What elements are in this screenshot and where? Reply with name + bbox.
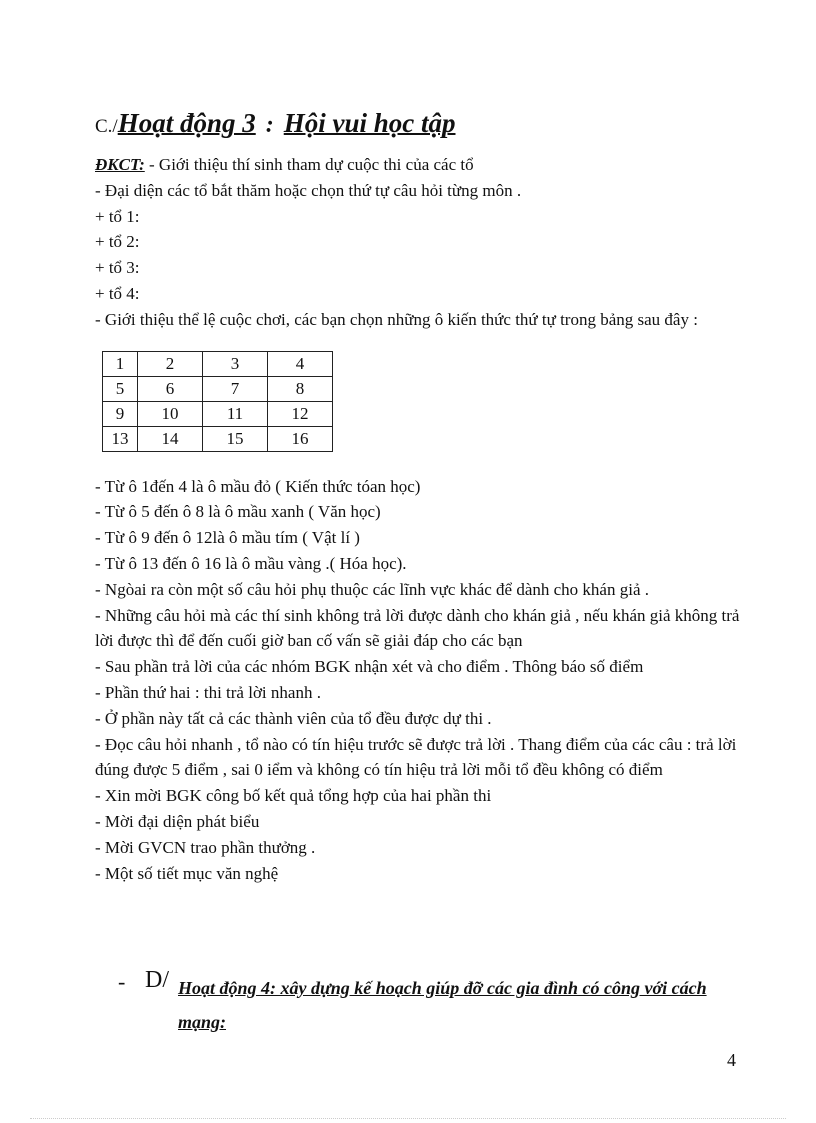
paragraph-line: - Đại diện các tổ bắt thăm hoặc chọn thứ tự câu hỏi từng môn . xyxy=(95,180,522,200)
intro-lead: ĐKCT: xyxy=(95,155,145,174)
table-cell: 13 xyxy=(103,426,138,451)
paragraph-line: - Giới thiệu thể lệ cuộc chơi, các bạn chọn những ô kiến thức thứ tự trong bảng sau đây : xyxy=(95,309,698,329)
page-bottom-divider xyxy=(30,1118,786,1119)
intro-line xyxy=(95,152,745,178)
paragraph-line: - Ngòai ra còn một số câu hỏi phụ thuộc các lĩnh vực khác để dành cho khán giả . xyxy=(95,579,649,599)
group-line: + tổ 2: xyxy=(95,232,140,252)
heading-separator: : xyxy=(265,112,274,138)
page-number: 4 xyxy=(727,1050,736,1070)
table-cell: 11 xyxy=(203,401,268,426)
table-cell: 5 xyxy=(103,376,138,401)
paragraph-line: - Một số tiết mục văn nghệ xyxy=(95,863,279,883)
table-cell: 12 xyxy=(268,401,333,426)
paragraph-line: - Mời GVCN trao phần thưởng . xyxy=(95,837,316,857)
heading-title: Hội vui học tập xyxy=(283,108,456,138)
table-row xyxy=(103,376,333,401)
group-line: + tổ 3: xyxy=(95,258,140,278)
paragraph-line: - Những câu hỏi mà các thí sinh không trả lời được dành cho khán giả , nếu khán giả không trả lời được thì để đến cuối giờ ban cố vấn sẽ giải đáp cho các bạn xyxy=(95,605,740,651)
table-cell: 1 xyxy=(103,351,138,376)
table-cell: 9 xyxy=(103,401,138,426)
table-cell: 3 xyxy=(203,351,268,376)
heading-activity: Hoạt động 3 xyxy=(117,108,256,138)
paragraph-line: - Sau phần trả lời của các nhóm BGK nhận xét và cho điểm . Thông báo số điểm xyxy=(95,657,644,677)
table-cell: 4 xyxy=(268,351,333,376)
table-cell: 8 xyxy=(268,376,333,401)
paragraph-line: - Đọc câu hỏi nhanh , tổ nào có tín hiệu trước sẽ được trả lời . Thang điểm của các câu : trả lời đúng được 5 điểm , sai 0 iểm và không có tín hiệu trả lời mỗi tổ đều không có điểm xyxy=(95,734,737,780)
number-grid-table xyxy=(102,351,333,452)
table-cell: 2 xyxy=(138,351,203,376)
section-heading xyxy=(95,108,456,139)
group-line: + tổ 4: xyxy=(95,283,140,303)
table-row xyxy=(103,401,333,426)
section-d-letter: D/ xyxy=(145,967,169,993)
table-cell: 16 xyxy=(268,426,333,451)
bullet-dash: - xyxy=(118,969,126,994)
group-line: + tổ 1: xyxy=(95,206,140,226)
heading-prefix: C./ xyxy=(95,116,118,137)
table-cell: 6 xyxy=(138,376,203,401)
table-row xyxy=(103,426,333,451)
table-cell: 10 xyxy=(138,401,203,426)
paragraph-line: - Mời đại diện phát biểu xyxy=(95,811,260,831)
table-cell: 7 xyxy=(203,376,268,401)
paragraph-line: - Xin mời BGK công bố kết quả tổng hợp của hai phần thi xyxy=(95,786,492,806)
paragraph-line: - Từ ô 9 đến ô 12là ô mầu tím ( Vật lí ) xyxy=(95,528,360,548)
paragraph-line: - Từ ô 13 đến ô 16 là ô mầu vàng .( Hóa học). xyxy=(95,553,407,573)
paragraph-line: - Ở phần này tất cả các thành viên của tổ đều được dự thi . xyxy=(95,708,492,728)
table-cell: 14 xyxy=(138,426,203,451)
document-body xyxy=(95,152,745,886)
intro-text: - Giới thiệu thí sinh tham dự cuộc thi của các tổ xyxy=(144,155,474,174)
paragraph-line: - Phần thứ hai : thi trả lời nhanh . xyxy=(95,682,321,702)
paragraph-line: - Từ ô 5 đến ô 8 là ô mầu xanh ( Văn học) xyxy=(95,502,381,522)
section-d-title: Hoạt động 4: xây dựng kế hoạch giúp đỡ các gia đình có công với cách mạng: xyxy=(178,978,707,1032)
table-row xyxy=(103,351,333,376)
table-cell: 15 xyxy=(203,426,268,451)
paragraph-line: - Từ ô 1đến 4 là ô mầu đỏ ( Kiến thức tóan học) xyxy=(95,476,421,496)
